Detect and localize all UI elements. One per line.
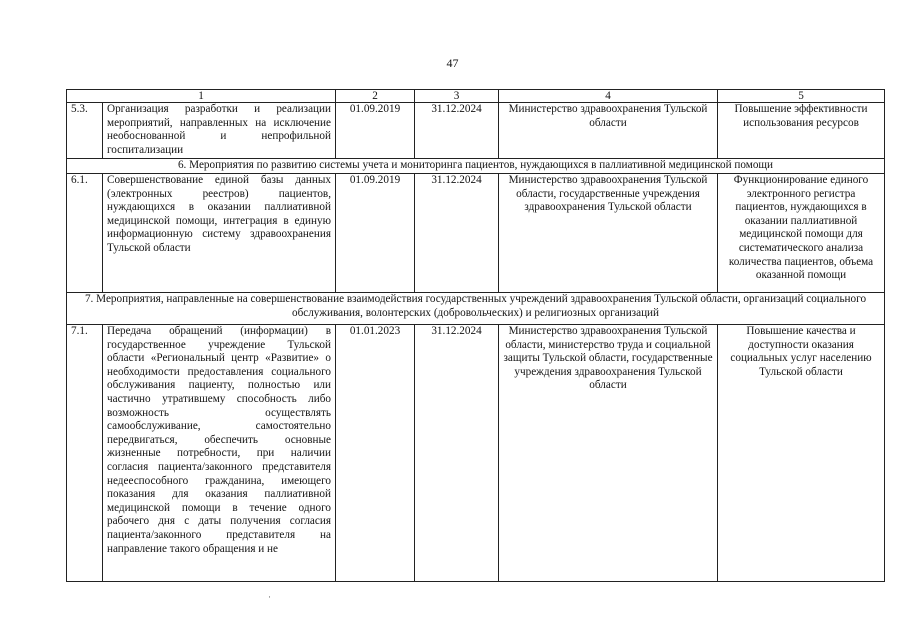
row-start-date: 01.09.2019 — [336, 174, 415, 293]
section-6-heading: 6. Мероприятия по развитию системы учета и мониторинга пациентов, нуждающихся в паллиативной медицинской помощи — [67, 159, 885, 174]
row-executor: Министерство здравоохранения Тульской области — [499, 103, 718, 159]
page-number: 47 — [446, 56, 459, 70]
row-result: Повышение качества и доступности оказания социальных услуг населению Тульской области — [718, 325, 885, 582]
section-heading-row — [67, 293, 885, 325]
row-result: Функционирование единого электронного регистра пациентов, нуждающихся в оказании паллиативной медицинской помощи для систематического анализа количества пациентов, объема оказанной помощи — [718, 174, 885, 293]
column-header-1: 1 — [67, 90, 336, 103]
row-end-date: 31.12.2024 — [415, 174, 499, 293]
table-row — [67, 103, 885, 159]
row-start-date: 01.01.2023 — [336, 325, 415, 582]
column-header-2: 2 — [336, 90, 415, 103]
row-end-date: 31.12.2024 — [415, 325, 499, 582]
row-description: Передача обращений (информации) в государственное учреждение Тульской области «Региональный центр «Развитие» о необходимости предоставления социального обслуживания пациенту, полностью или частично утратившему способность либо возможность осуществлять самообслуживание, самостоятельно передвигаться, обеспечить основные жизненные потребности, при наличии согласия пациента/законного представителя недееспособного гражданина, имеющего показания для оказания паллиативной медицинской помощи в течение одного рабочего дня с даты получения согласия пациента/законного представителя на направление такого обращения и не — [103, 325, 336, 582]
row-description: Организация разработки и реализации мероприятий, направленных на исключение необоснованной и непрофильной госпитализации — [103, 103, 336, 159]
activities-table — [66, 89, 885, 582]
row-start-date: 01.09.2019 — [336, 103, 415, 159]
table-row — [67, 325, 885, 582]
column-header-4: 4 — [499, 90, 718, 103]
row-executor: Министерство здравоохранения Тульской области, министерство труда и социальной защиты Тульской области, государственные учреждения здравоохранения Тульской области — [499, 325, 718, 582]
row-description: Совершенствование единой базы данных (электронных реестров) пациентов, нуждающихся в оказании паллиативной медицинской помощи, интеграция в единую информационную систему здравоохранения Тульской области — [103, 174, 336, 293]
row-number: 5.3. — [67, 103, 103, 159]
section-heading-row — [67, 159, 885, 174]
row-executor: Министерство здравоохранения Тульской области, государственные учреждения здравоохранения Тульской области — [499, 174, 718, 293]
table-header-row — [67, 90, 885, 103]
row-result: Повышение эффективности использования ресурсов — [718, 103, 885, 159]
column-header-3: 3 — [415, 90, 499, 103]
section-7-heading: 7. Мероприятия, направленные на совершенствование взаимодействия государственных учреждений здравоохранения Тульской области, организаций социального обслуживания, волонтерских (добровольческих) и религиозных организаций — [67, 293, 885, 325]
row-end-date: 31.12.2024 — [415, 103, 499, 159]
table-row — [67, 174, 885, 293]
row-number: 6.1. — [67, 174, 103, 293]
row-number: 7.1. — [67, 325, 103, 582]
scan-speck: · — [268, 592, 271, 602]
column-header-5: 5 — [718, 90, 885, 103]
